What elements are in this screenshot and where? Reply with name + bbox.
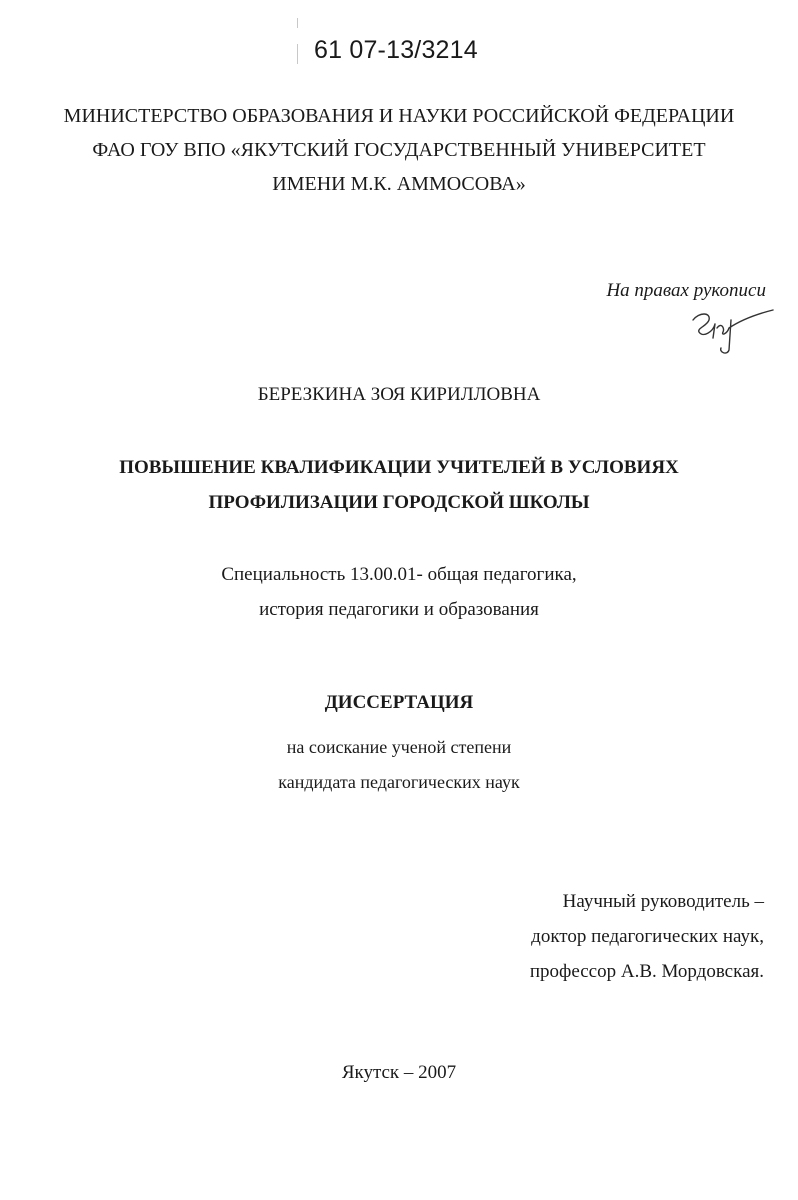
institution-line-1: МИНИСТЕРСТВО ОБРАЗОВАНИЯ И НАУКИ РОССИЙСКОЙ ФЕДЕРАЦИИ — [63, 105, 735, 127]
degree-heading: ДИССЕРТАЦИЯ — [324, 692, 474, 713]
specialty-line-2: история педагогики и образования — [259, 599, 539, 620]
advisor-line-1: Научный руководитель – — [562, 891, 764, 912]
city-year: Якутск – 2007 — [341, 1062, 457, 1083]
document-number: 61 07-13/3214 — [314, 36, 478, 64]
author-name: БЕРЕЗКИНА ЗОЯ КИРИЛЛОВНА — [257, 384, 541, 405]
degree-line-2: кандидата педагогических наук — [278, 772, 520, 792]
degree-line-1: на соискание ученой степени — [286, 737, 512, 757]
dissertation-title — [0, 450, 798, 520]
advisor-line-3: профессор А.В. Мордовская. — [529, 961, 764, 982]
scan-mark — [297, 44, 298, 64]
institution-line-2: ФАО ГОУ ВПО «ЯКУТСКИЙ ГОСУДАРСТВЕННЫЙ УНИВЕРСИТЕТ — [92, 139, 706, 161]
advisor-line-2: доктор педагогических наук, — [531, 926, 764, 947]
manuscript-note: На правах рукописи — [606, 280, 766, 301]
institution-line-3: ИМЕНИ М.К. АММОСОВА» — [272, 173, 526, 195]
title-line-1: ПОВЫШЕНИЕ КВАЛИФИКАЦИИ УЧИТЕЛЕЙ В УСЛОВИЯХ — [119, 457, 679, 478]
institution-header — [0, 99, 798, 201]
specialty-line-1: Специальность 13.00.01- общая педагогика, — [221, 564, 577, 585]
signature-icon — [685, 298, 780, 356]
degree-description — [0, 730, 798, 800]
specialty — [0, 557, 798, 627]
title-line-2: ПРОФИЛИЗАЦИИ ГОРОДСКОЙ ШКОЛЫ — [208, 492, 590, 513]
scan-mark — [297, 18, 298, 28]
scientific-advisor — [530, 884, 764, 989]
